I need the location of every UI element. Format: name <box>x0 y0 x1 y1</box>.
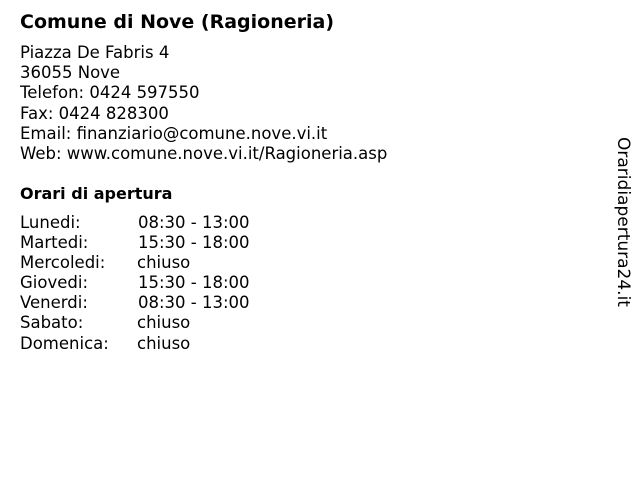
day-label: Venerdi: <box>20 293 88 313</box>
day-label: Lunedi: <box>20 213 81 232</box>
fax-number: Fax: 0424 828300 <box>20 103 169 123</box>
day-label: Sabato: <box>20 313 84 333</box>
contact-info <box>20 43 387 164</box>
day-hours: chiuso <box>137 253 191 273</box>
address-street: Piazza De Fabris 4 <box>20 43 170 62</box>
opening-hours-heading: Orari di apertura <box>20 184 173 203</box>
website-url: Web: www.comune.nove.vi.it/Ragioneria.asp <box>20 144 388 164</box>
day-label: Martedi: <box>20 233 89 253</box>
page-title: Comune di Nove (Ragioneria) <box>20 11 335 33</box>
day-hours: 08:30 - 13:00 <box>138 293 250 313</box>
day-label: Giovedi: <box>20 273 88 293</box>
day-hours: chiuso <box>137 333 191 353</box>
day-hours: 15:30 - 18:00 <box>138 273 250 293</box>
day-hours: 08:30 - 13:00 <box>138 213 250 232</box>
email-address: Email: finanziario@comune.nove.vi.it <box>20 123 328 143</box>
day-label: Domenica: <box>20 333 109 353</box>
phone-number: Telefon: 0424 597550 <box>20 83 200 103</box>
address-city: 36055 Nove <box>20 63 121 83</box>
day-hours: 15:30 - 18:00 <box>138 233 250 253</box>
site-watermark: Oraridiapertura24.it <box>613 137 633 307</box>
day-hours: chiuso <box>137 313 191 333</box>
day-label: Mercoledi: <box>20 253 106 273</box>
